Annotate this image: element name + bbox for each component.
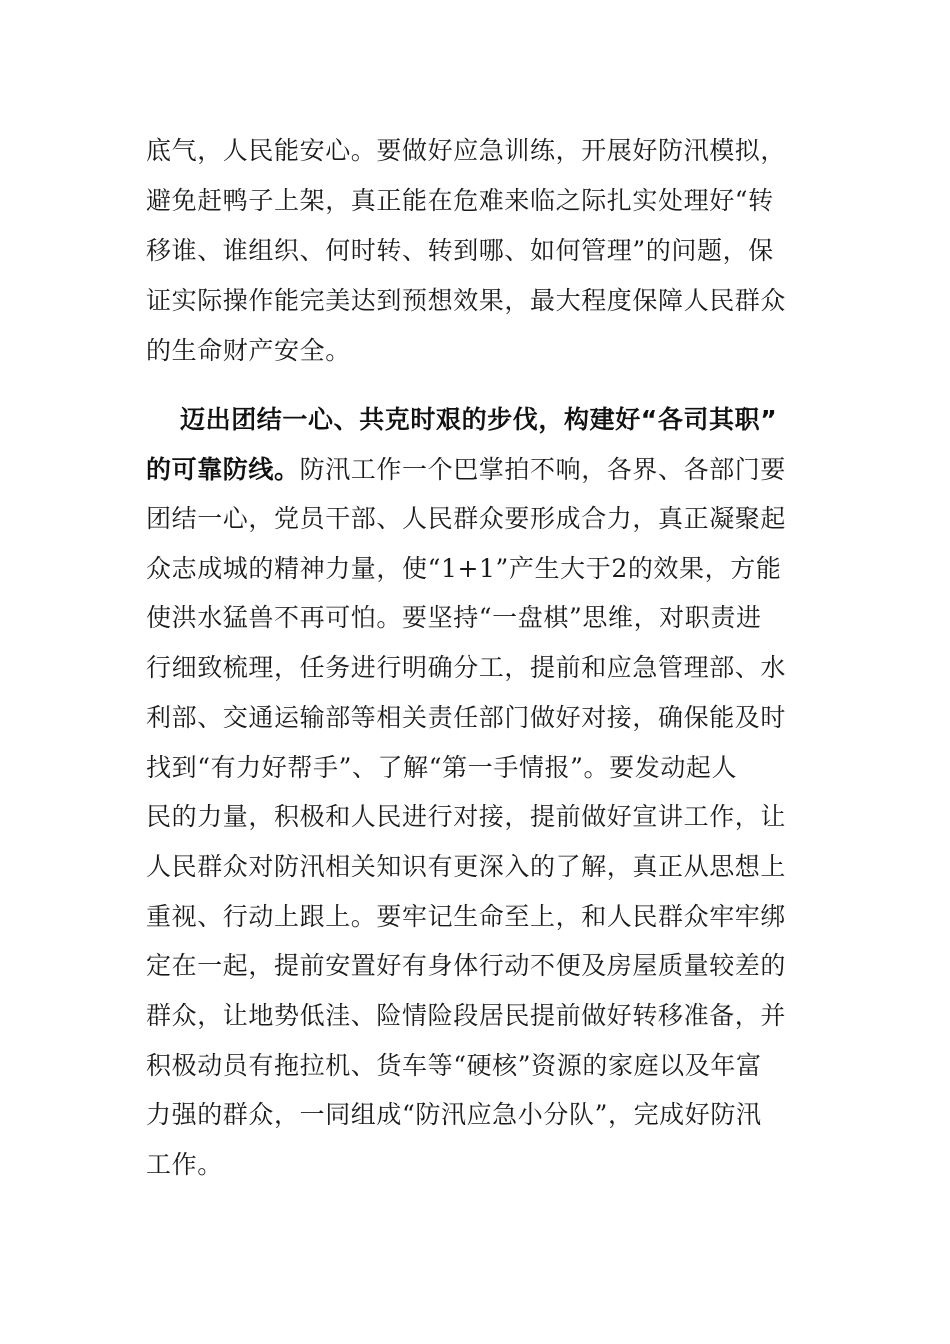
paragraph-2-line-7: 利部、交通运输部等相关责任部门做好对接，确保能及时	[146, 703, 787, 732]
paragraph-2-line-3: 团结一心，党员干部、人民群众要形成合力，真正凝聚起	[146, 504, 787, 533]
paragraph-2-line-10: 人民群众对防汛相关知识有更深入的了解，真正从思想上	[146, 852, 787, 881]
paragraph-2-line-12: 定在一起，提前安置好有身体行动不便及房屋质量较差的	[146, 951, 787, 980]
paragraph-1-line-3: 移谁、谁组织、何时转、转到哪、如何管理”的问题，保	[146, 236, 774, 265]
paragraph-2-line-8: 找到“有力好帮手”、了解“第一手情报”。要发动起人	[146, 753, 738, 782]
paragraph-1-line-4: 证实际操作能完美达到预想效果，最大程度保障人民群众	[146, 286, 787, 315]
paragraph-2-line-5: 使洪水猛兽不再可怕。要坚持“一盘棋”思维，对职责进	[146, 603, 762, 632]
paragraph-2-line-15: 力强的群众，一同组成“防汛应急小分队”，完成好防汛	[146, 1100, 762, 1129]
paragraph-2-line-13: 群众，让地势低洼、险情险段居民提前做好转移准备，并	[146, 1001, 787, 1030]
paragraph-1-line-1: 底气，人民能安心。要做好应急训练，开展好防汛模拟，	[146, 136, 787, 165]
paragraph-2-line-9: 民的力量，积极和人民进行对接，提前做好宣讲工作，让	[146, 802, 787, 831]
paragraph-2-heading-line-2: 的可靠防线。	[146, 455, 300, 484]
paragraph-2-line-14: 积极动员有拖拉机、货车等“硬核”资源的家庭以及年富	[146, 1051, 762, 1080]
paragraph-2-line-2-text: 防汛工作一个巴掌拍不响，各界、各部门要	[299, 455, 787, 484]
paragraph-2-line-16: 工作。	[146, 1150, 223, 1179]
paragraph-2-line-11: 重视、行动上跟上。要牢记生命至上，和人民群众牢牢绑	[146, 902, 787, 931]
paragraph-1-line-2: 避免赶鸭子上架，真正能在危难来临之际扎实处理好“转	[146, 186, 774, 215]
paragraph-2-line-4: 众志成城的精神力量，使“1+1”产生大于2的效果，方能	[146, 554, 782, 583]
paragraph-2-line-2	[146, 453, 786, 487]
paragraph-2-line-6: 行细致梳理，任务进行明确分工，提前和应急管理部、水	[146, 653, 787, 682]
paragraph-2-heading-line-1: 迈出团结一心、共克时艰的步伐，构建好“各司其职”	[180, 405, 778, 434]
paragraph-1-line-5: 的生命财产安全。	[146, 336, 351, 365]
